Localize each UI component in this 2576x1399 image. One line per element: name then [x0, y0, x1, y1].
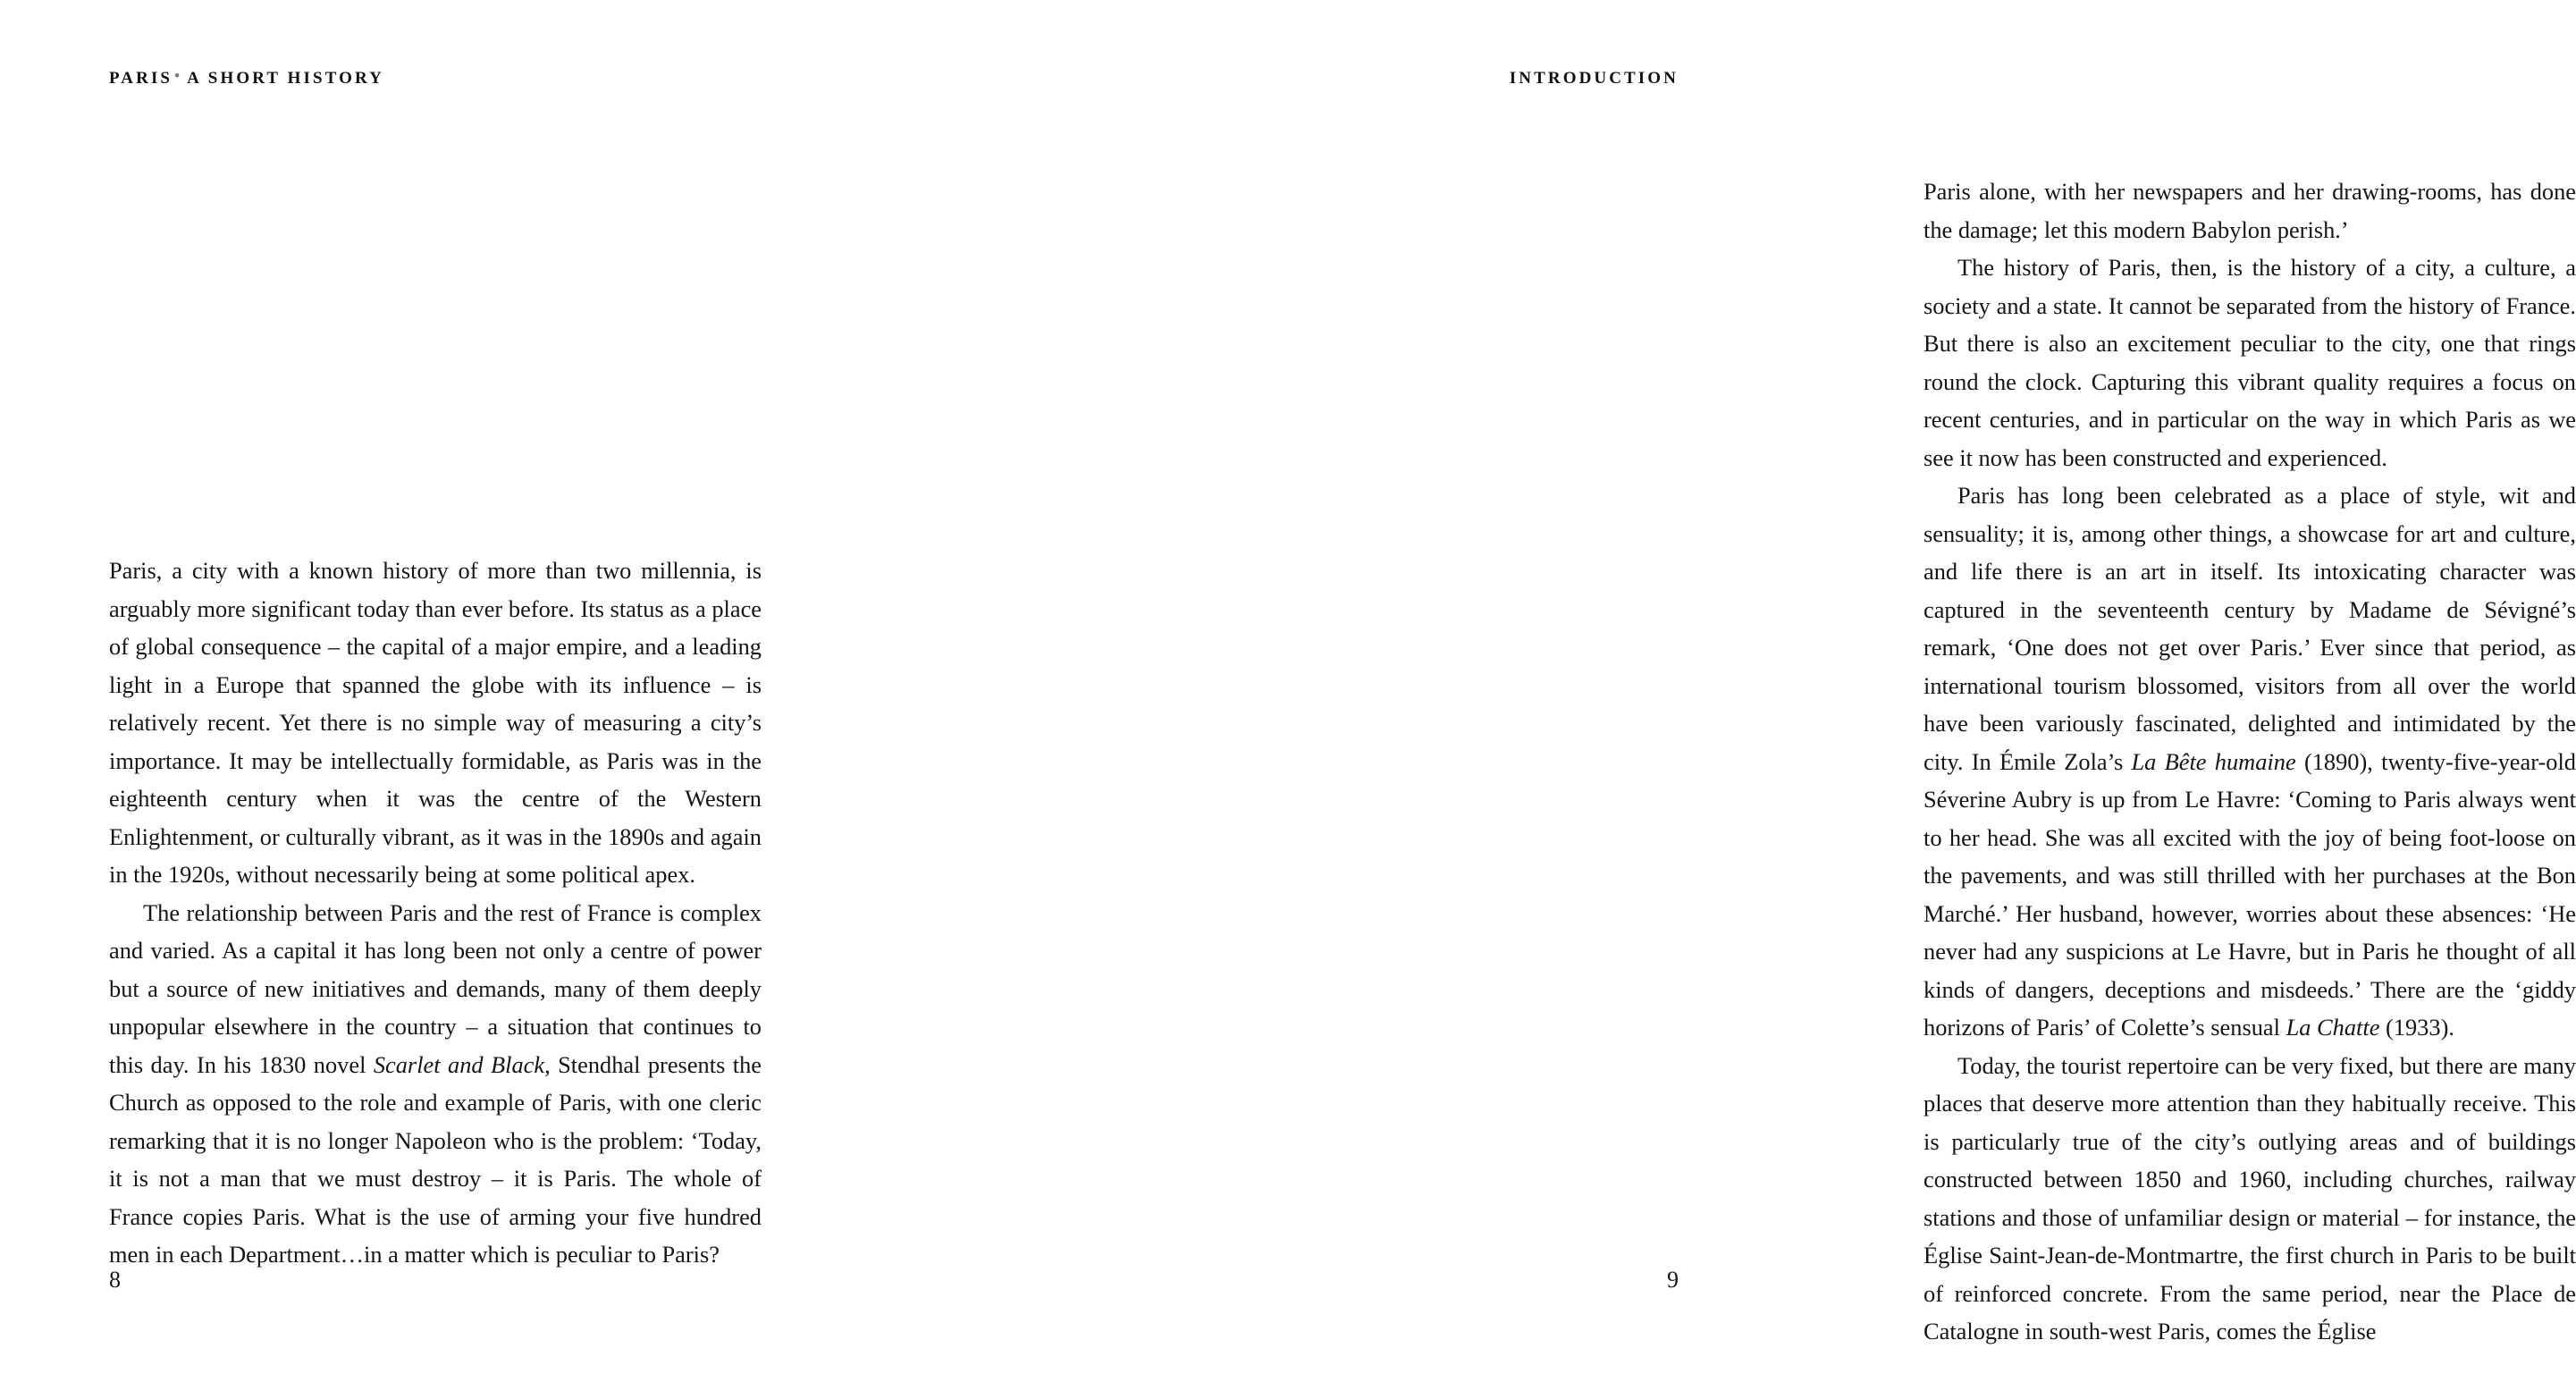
body-text-column-right	[1924, 173, 2576, 1351]
page-number-left: 8	[109, 1267, 121, 1293]
paragraph	[1924, 173, 2576, 249]
running-head-book-title: PARIS	[109, 69, 173, 88]
italic-title: Scarlet and Black	[373, 1050, 545, 1078]
text-run: Today, the tourist repertoire can be very fixed, but there are many places that deserve more attention than they habitually receive. This is particularly true of the city’s outlying areas and of buildings constructed between 1850 and 1960, including churches, railway stations and those of unfamiliar design or material – for instance, the Église Saint-Jean-de-Montmartre, the first church in Paris to be built of reinforced concrete. From the same period, near the Place de Catalogne in south-west Paris, comes the Église	[1924, 1051, 2576, 1344]
body-text-column-left	[109, 552, 762, 1274]
running-head-left	[109, 67, 384, 88]
bullet-separator-icon: •	[174, 67, 183, 84]
running-head-subtitle: A SHORT HISTORY	[187, 69, 384, 88]
paragraph	[1924, 1047, 2576, 1351]
page-number-right: 9	[1667, 1267, 1679, 1293]
text-run: Paris, a city with a known history of more than two millennia, is arguably more significant today than ever before. Its status as a place of global consequence – the capital of a major empire, and a leading light in a Europe that spanned the globe with its influence – is relatively recent. Yet there is no simple way of measuring a city’s importance. It may be intellectually formidable, as Paris was in the eighteenth century when it was the centre of the Western Enlightenment, or culturally vibrant, as it was in the 1890s and again in the 1920s, without necessarily being at some political apex.	[109, 557, 762, 888]
paragraph	[1924, 249, 2576, 476]
paragraph	[1924, 476, 2576, 1047]
running-head-chapter-title: INTRODUCTION	[1509, 69, 1679, 88]
text-run: The relationship between Paris and the rest of France is complex and varied. As a capital it has long been not only a centre of power but a source of new initiatives and demands, many of them deeply unpopular elsewhere in the country – a situation that continues to this day. In his 1830 novel	[109, 898, 762, 1078]
text-run: The history of Paris, then, is the history of a city, a culture, a society and a state. It cannot be separated from the history of France. But there is also an excitement peculiar to the city, one that rings round the clock. Capturing this vibrant quality requires a focus on recent centuries, and in particular on the way in which Paris as we see it now has been constructed and experienced.	[1924, 254, 2576, 471]
paragraph	[109, 894, 762, 1274]
text-run: Paris has long been celebrated as a place of style, wit and sensuality; it is, among other things, a showcase for art and culture, and life there is an art in itself. Its intoxicating character was captured in the seventeenth century by Madame de Sévigné’s remark, ‘One does not get over Paris.’ Ever since that period, as international tourism blossomed, visitors from all over the world have been variously fascinated, delighted and intimidated by the city. In Émile Zola’s	[1924, 482, 2576, 775]
text-run: (1890), twenty-five-year-old Séverine Aubry is up from Le Havre: ‘Coming to Paris always went to her head. She was all excited with the joy of being foot-loose on the pavements, and was still thrilled with her purchases at the Bon Marché.’ Her husband, however, worries about these absences: ‘He never had any suspicions at Le Havre, but in Paris he thought of all kinds of dangers, deceptions and misdeeds.’ There are the ‘giddy horizons of Paris’ of Colette’s sensual	[1924, 747, 2576, 1041]
text-run: (1933).	[2379, 1014, 2454, 1041]
paragraph	[109, 552, 762, 894]
page-right	[894, 0, 2576, 1399]
text-run: Paris alone, with her newspapers and her drawing-rooms, has done the damage; let this modern Babylon perish.’	[1924, 178, 2576, 243]
text-run: , Stendhal presents the Church as opposed to the role and example of Paris, with one cleric remarking that it is no longer Napoleon who is the problem: ‘Today, it is not a man that we must destroy – it is Paris. The whole of France copies Paris. What is the use of arming your five hundred men in each Department…in a matter which is peculiar to Paris?	[109, 1050, 762, 1268]
italic-title: La Bête humaine	[2131, 747, 2296, 775]
page-left	[0, 0, 894, 1399]
italic-title: La Chatte	[2286, 1014, 2380, 1041]
running-head-right	[1510, 70, 1679, 87]
